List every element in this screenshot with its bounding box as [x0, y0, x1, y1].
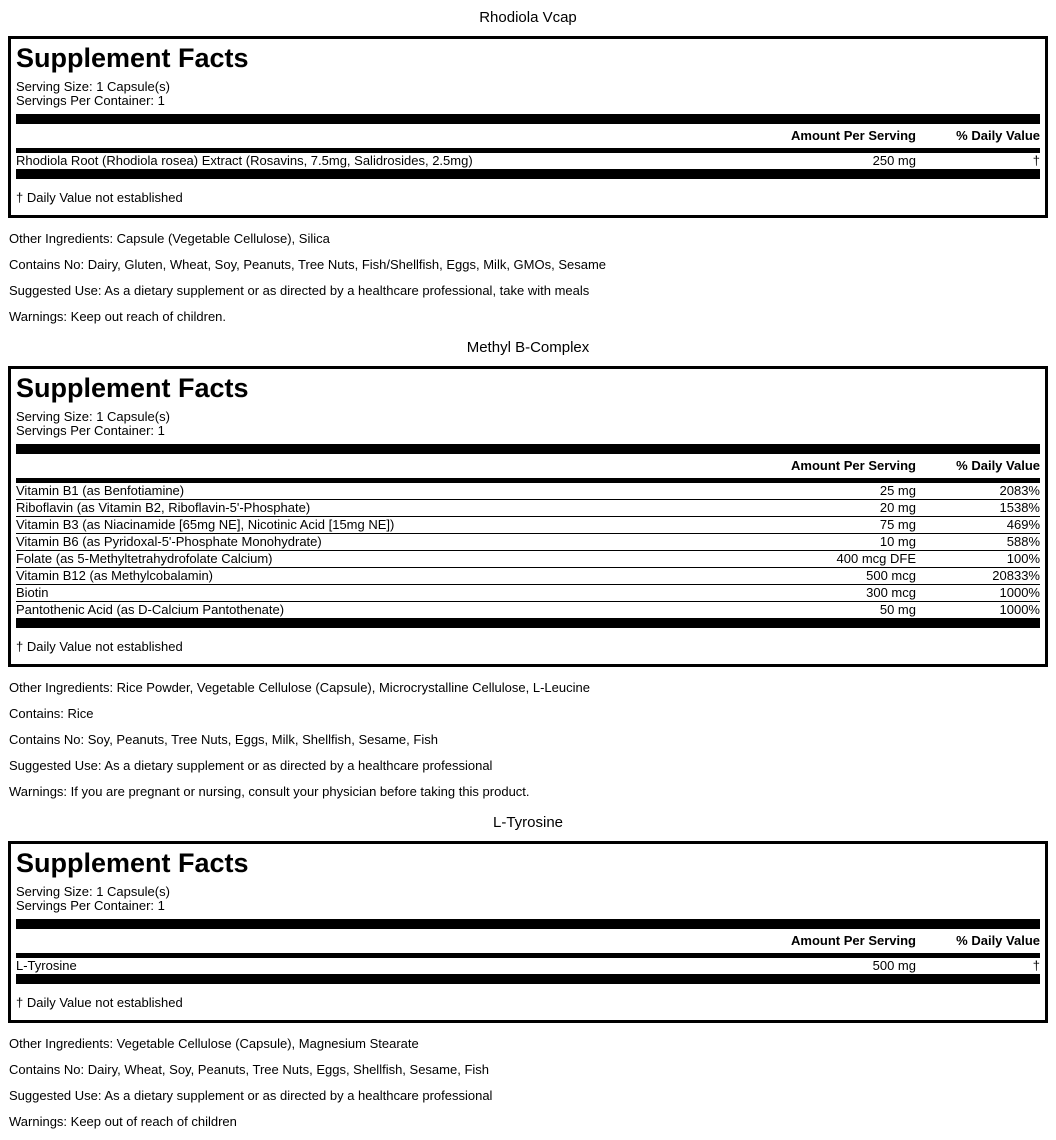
- nutrient-row: [16, 153, 1040, 169]
- nutrient-daily-value: 20833%: [992, 568, 1040, 583]
- supplement-facts-panel-rhodiola: [8, 36, 1048, 218]
- column-header-amount: Amount Per Serving: [791, 128, 916, 143]
- note-warnings: Warnings: Keep out of reach of children: [9, 1114, 237, 1129]
- serving-size: Serving Size: 1 Capsule(s): [16, 884, 170, 899]
- nutrient-rows: [16, 153, 1040, 169]
- nutrient-daily-value: 1000%: [999, 602, 1040, 617]
- nutrient-daily-value: 588%: [1006, 534, 1040, 549]
- nutrient-name: Vitamin B3 (as Niacinamide [65mg NE], Nicotinic Acid [15mg NE]): [16, 517, 395, 532]
- servings-per-container: Servings Per Container: 1: [16, 898, 165, 913]
- nutrient-daily-value: 2083%: [999, 483, 1040, 498]
- nutrient-name: Rhodiola Root (Rhodiola rosea) Extract (Rosavins, 7.5mg, Salidrosides, 2.5mg): [16, 153, 473, 168]
- note-suggested-use: Suggested Use: As a dietary supplement or as directed by a healthcare professional, take with meals: [9, 283, 590, 298]
- notes-l-tyrosine: [0, 1023, 1056, 1135]
- nutrient-amount: 400 mcg DFE: [836, 551, 916, 566]
- supplement-facts-panel-l-tyrosine: [8, 841, 1048, 1023]
- note-other-ingredients: Other Ingredients: Rice Powder, Vegetable Cellulose (Capsule), Microcrystalline Cellulose, L-Leucine: [9, 680, 590, 695]
- column-header-daily-value: % Daily Value: [956, 933, 1040, 948]
- product-title-l-tyrosine: L-Tyrosine: [492, 814, 564, 831]
- nutrient-amount: 75 mg: [879, 517, 916, 532]
- nutrient-name: Vitamin B12 (as Methylcobalamin): [16, 568, 214, 583]
- note-contains-no: Contains No: Dairy, Gluten, Wheat, Soy, Peanuts, Tree Nuts, Fish/Shellfish, Eggs, Milk, GMOs, Sesame: [9, 257, 607, 272]
- nutrient-row: [16, 958, 1040, 974]
- serving-size: Serving Size: 1 Capsule(s): [16, 79, 170, 94]
- daily-value-footnote: † Daily Value not established: [16, 995, 183, 1010]
- notes-rhodiola: [0, 218, 1056, 330]
- notes-methyl-b-complex: [0, 667, 1056, 805]
- nutrient-amount: 500 mcg: [866, 568, 916, 583]
- panel-heading: Supplement Facts: [16, 848, 249, 878]
- nutrient-rows: [16, 958, 1040, 974]
- column-header-row: [16, 124, 1040, 148]
- nutrient-daily-value: 1000%: [999, 585, 1040, 600]
- note-suggested-use: Suggested Use: As a dietary supplement or as directed by a healthcare professional: [9, 758, 493, 773]
- nutrient-amount: 250 mg: [872, 153, 916, 168]
- nutrient-row: [16, 516, 1040, 533]
- nutrient-name: Vitamin B1 (as Benfotiamine): [16, 483, 185, 498]
- nutrient-row: [16, 601, 1040, 618]
- panel-heading: Supplement Facts: [16, 43, 249, 73]
- nutrient-daily-value: 1538%: [999, 500, 1040, 515]
- thick-rule: [16, 444, 1040, 454]
- product-title-methyl-b-complex: Methyl B-Complex: [466, 339, 590, 356]
- supplement-labels-page: [0, 9, 1056, 1135]
- serving-size: Serving Size: 1 Capsule(s): [16, 409, 170, 424]
- nutrient-name: L-Tyrosine: [16, 958, 77, 973]
- thick-rule: [16, 974, 1040, 984]
- daily-value-footnote: † Daily Value not established: [16, 190, 183, 205]
- nutrient-amount: 20 mg: [879, 500, 916, 515]
- nutrient-daily-value: 100%: [1006, 551, 1040, 566]
- panel-heading: Supplement Facts: [16, 373, 249, 403]
- product-title-rhodiola-vcap: Rhodiola Vcap: [479, 9, 577, 26]
- nutrient-name: Vitamin B6 (as Pyridoxal-5'-Phosphate Monohydrate): [16, 534, 322, 549]
- nutrient-amount: 50 mg: [879, 602, 916, 617]
- column-header-amount: Amount Per Serving: [791, 458, 916, 473]
- nutrient-rows: [16, 483, 1040, 618]
- nutrient-name: Pantothenic Acid (as D-Calcium Pantothenate): [16, 602, 285, 617]
- thick-rule: [16, 169, 1040, 179]
- note-warnings: Warnings: Keep out reach of children.: [9, 309, 227, 324]
- nutrient-amount: 300 mcg: [866, 585, 916, 600]
- column-header-row: [16, 454, 1040, 478]
- nutrient-daily-value: †: [1032, 153, 1040, 168]
- note-contains: Contains: Rice: [9, 706, 94, 721]
- note-contains-no: Contains No: Dairy, Wheat, Soy, Peanuts, Tree Nuts, Eggs, Shellfish, Sesame, Fish: [9, 1062, 490, 1077]
- nutrient-name: Folate (as 5-Methyltetrahydrofolate Calcium): [16, 551, 273, 566]
- nutrient-row: [16, 533, 1040, 550]
- servings-per-container: Servings Per Container: 1: [16, 423, 165, 438]
- nutrient-row: [16, 567, 1040, 584]
- thick-rule: [16, 618, 1040, 628]
- nutrient-row: [16, 550, 1040, 567]
- nutrient-name: Riboflavin (as Vitamin B2, Riboflavin-5'-Phosphate): [16, 500, 311, 515]
- column-header-daily-value: % Daily Value: [956, 128, 1040, 143]
- note-warnings: Warnings: If you are pregnant or nursing, consult your physician before taking this product.: [9, 784, 530, 799]
- nutrient-amount: 25 mg: [879, 483, 916, 498]
- column-header-amount: Amount Per Serving: [791, 933, 916, 948]
- supplement-facts-panel-methyl-b-complex: [8, 366, 1048, 667]
- column-header-row: [16, 929, 1040, 953]
- note-other-ingredients: Other Ingredients: Capsule (Vegetable Cellulose), Silica: [9, 231, 330, 246]
- thick-rule: [16, 919, 1040, 929]
- note-suggested-use: Suggested Use: As a dietary supplement or as directed by a healthcare professional: [9, 1088, 493, 1103]
- servings-per-container: Servings Per Container: 1: [16, 93, 165, 108]
- note-contains-no: Contains No: Soy, Peanuts, Tree Nuts, Eggs, Milk, Shellfish, Sesame, Fish: [9, 732, 438, 747]
- thick-rule: [16, 114, 1040, 124]
- daily-value-footnote: † Daily Value not established: [16, 639, 183, 654]
- nutrient-daily-value: 469%: [1006, 517, 1040, 532]
- nutrient-name: Biotin: [16, 585, 49, 600]
- note-other-ingredients: Other Ingredients: Vegetable Cellulose (Capsule), Magnesium Stearate: [9, 1036, 419, 1051]
- nutrient-row: [16, 584, 1040, 601]
- nutrient-daily-value: †: [1032, 958, 1040, 973]
- nutrient-row: [16, 499, 1040, 516]
- nutrient-row: [16, 483, 1040, 499]
- column-header-daily-value: % Daily Value: [956, 458, 1040, 473]
- nutrient-amount: 10 mg: [879, 534, 916, 549]
- nutrient-amount: 500 mg: [872, 958, 916, 973]
